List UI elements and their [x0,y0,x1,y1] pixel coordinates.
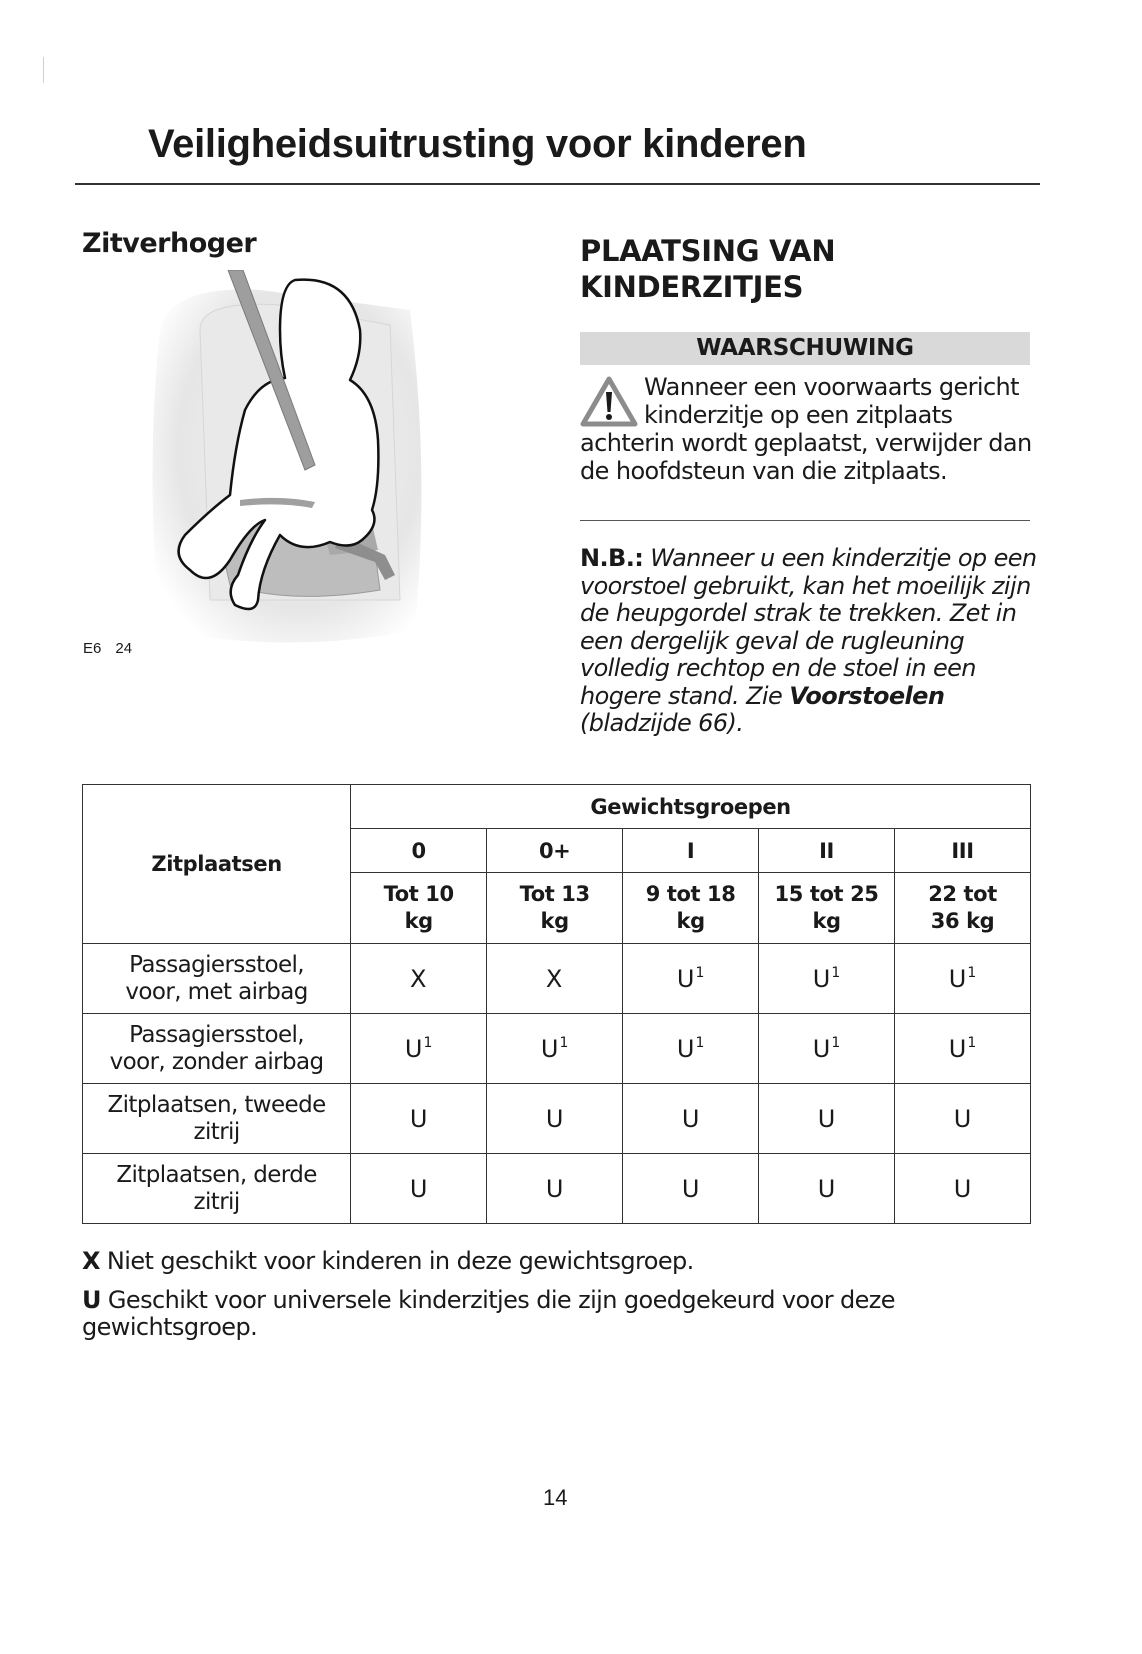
weight-range-header [351,873,487,944]
table-cell [351,1014,487,1084]
row-label [83,944,351,1014]
warning-banner [580,332,1030,365]
table-cell [759,1084,895,1154]
table-cell [895,1014,1031,1084]
weight-line: 9 tot 18 [645,882,736,906]
cell-value: U [953,1174,972,1203]
table-legend [82,1248,1032,1353]
table-row [83,1084,1031,1154]
cell-value: U [681,1174,700,1203]
row-label [83,1154,351,1224]
weight-line: Tot 13 [519,882,590,906]
row-label-line: Passagiersstoel, [129,951,305,978]
row-label-line: zitrij [193,1188,240,1215]
legend-item-u [82,1287,1032,1341]
cell-value: U [817,1104,836,1133]
table-cell [351,1084,487,1154]
cell-footnote: 1 [423,1034,433,1051]
table-cell [623,944,759,1014]
weight-line: kg [404,909,433,933]
warning-triangle-icon [580,376,638,428]
cell-value: U [540,1034,559,1063]
weight-line: 15 tot 25 [774,882,879,906]
weight-line: kg [676,909,705,933]
group-header: II [759,829,895,873]
child-seat-table [82,784,1031,1224]
row-label-line: Passagiersstoel, [129,1021,305,1048]
cell-value: U [409,1104,428,1133]
table-cell [895,1084,1031,1154]
row-label-line: Zitplaatsen, tweede [107,1091,326,1118]
table-cell [759,1154,895,1224]
cell-value: U [545,1104,564,1133]
legend-text: Geschikt voor universele kinderzitjes die zijn goedgekeurd voor deze gewichtsgroep. [82,1286,895,1341]
cell-value: U [676,964,695,993]
note-paragraph [580,545,1040,738]
booster-seat-illustration [140,270,430,655]
warning-body [580,373,1035,485]
group-header: 0+ [487,829,623,873]
weight-line: 22 tot [928,882,997,906]
header-weight-groups: Gewichtsgroepen [351,785,1031,829]
legend-key: U [82,1286,101,1314]
table-cell [487,1084,623,1154]
note-reference-page: (bladzijde 66). [580,709,744,737]
note-prefix: N.B.: [580,544,644,572]
margin-mark [43,57,44,83]
table-cell [351,1154,487,1224]
table-cell [759,944,895,1014]
table-cell [487,1154,623,1224]
weight-line: kg [812,909,841,933]
row-label [83,1014,351,1084]
warning-text: Wanneer een voorwaarts gericht kinderzitje op een zitplaats achterin wordt geplaatst, verwijder dan de hoofdsteun van die zitplaats. [580,373,1032,485]
legend-item-x [82,1248,1032,1275]
cell-value: X [409,964,427,993]
figure-id [83,640,146,657]
row-label-line: voor, met airbag [125,978,308,1005]
weight-range-header [895,873,1031,944]
cell-value: U [953,1104,972,1133]
row-label [83,1084,351,1154]
weight-range-header [487,873,623,944]
weight-line: Tot 10 [383,882,454,906]
heading-line-1: PLAATSING VAN [580,234,836,268]
cell-value: U [681,1104,700,1133]
section-heading-placement [580,233,835,305]
table-cell [623,1014,759,1084]
cell-value: U [817,1174,836,1203]
cell-value: U [812,1034,831,1063]
cell-value: U [676,1034,695,1063]
table-cell [895,944,1031,1014]
row-label-line: Zitplaatsen, derde [116,1161,317,1188]
cell-value: U [409,1174,428,1203]
weight-line: kg [540,909,569,933]
table-cell [623,1084,759,1154]
table-cell [351,944,487,1014]
cell-footnote: 1 [695,1034,705,1051]
row-label-line: voor, zonder airbag [109,1048,324,1075]
cell-value: U [545,1174,564,1203]
cell-footnote: 1 [559,1034,569,1051]
header-seating-positions: Zitplaatsen [83,785,351,944]
cell-footnote: 1 [831,1034,841,1051]
figure-id-prefix: E6 [83,640,102,657]
table-row [83,1014,1031,1084]
legend-key: X [82,1247,100,1275]
weight-line: 36 kg [930,909,995,933]
cell-value: U [948,964,967,993]
cell-value: X [545,964,563,993]
note-text: Wanneer u een kinderzitje op een voorstoel gebruikt, kan het moeilijk zijn de heupgordel strak te trekken. Zet in een dergelijk geval de rugleuning volledig rechtop en de stoel in een hogere stand. Zie [580,544,1037,710]
row-label-line: zitrij [193,1118,240,1145]
group-header: III [895,829,1031,873]
warning-label: WAARSCHUWING [696,335,914,361]
note-reference-link[interactable]: Voorstoelen [789,681,945,710]
table-cell [487,944,623,1014]
page-number: 14 [543,1485,568,1510]
legend-text: Niet geschikt voor kinderen in deze gewichtsgroep. [99,1247,694,1275]
figure-id-number: 24 [115,640,133,657]
cell-footnote: 1 [695,964,705,981]
title-divider [75,183,1040,185]
warning-divider [580,520,1030,521]
heading-line-2: KINDERZITJES [580,270,804,304]
table-cell [487,1014,623,1084]
cell-value: U [812,964,831,993]
weight-range-header [759,873,895,944]
page-title: Veiligheidsuitrusting voor kinderen [148,122,807,166]
table-cell [759,1014,895,1084]
group-header: 0 [351,829,487,873]
section-heading-booster: Zitverhoger [82,228,257,259]
table-row [83,1154,1031,1224]
table-row [83,944,1031,1014]
cell-footnote: 1 [967,1034,977,1051]
weight-range-header [623,873,759,944]
group-header: I [623,829,759,873]
cell-footnote: 1 [967,964,977,981]
table-cell [895,1154,1031,1224]
table-cell [623,1154,759,1224]
cell-footnote: 1 [831,964,841,981]
cell-value: U [948,1034,967,1063]
cell-value: U [404,1034,423,1063]
